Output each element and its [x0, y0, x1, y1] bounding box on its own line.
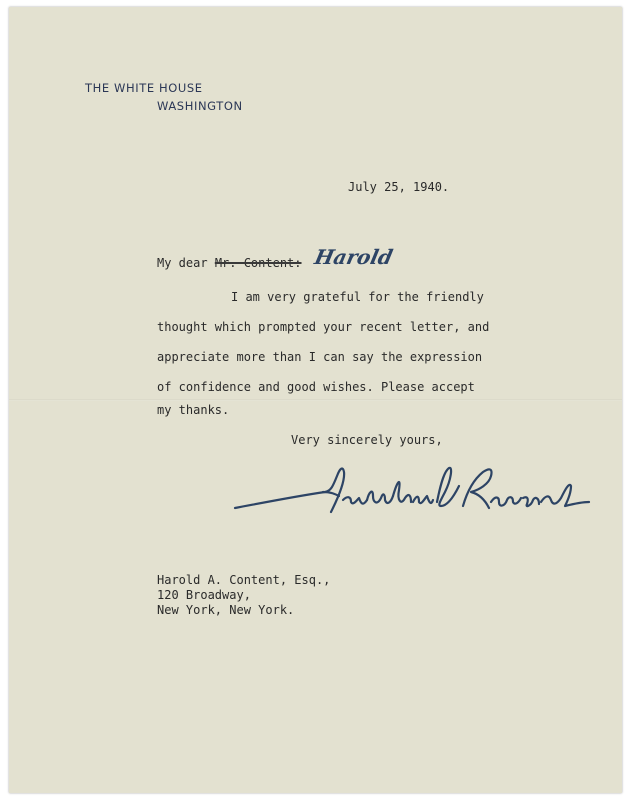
letter-sheet — [9, 7, 622, 793]
body-line-5: my thanks. — [157, 403, 230, 417]
letterhead-line-2: WASHINGTON — [157, 99, 243, 113]
salutation-struck-name: Mr. Content: — [214, 256, 302, 270]
salutation-prefix: My dear — [157, 256, 208, 270]
body-line-2: thought which prompted your recent letter, and — [157, 320, 490, 334]
handwritten-salutation-name: Harold — [312, 245, 395, 269]
closing: Very sincerely yours, — [291, 433, 443, 447]
signature-text: Franklin D. Roosevelt — [235, 531, 253, 533]
salutation — [157, 256, 302, 270]
letter-date: July 25, 1940. — [348, 180, 450, 194]
address-line-3: New York, New York. — [157, 603, 295, 617]
letterhead-line-1: THE WHITE HOUSE — [85, 81, 203, 95]
signature-image — [227, 462, 597, 534]
body-line-3: appreciate more than I can say the expression — [157, 350, 483, 364]
body-line-1: I am very grateful for the friendly — [231, 290, 484, 304]
body-line-4: of confidence and good wishes. Please accept — [157, 380, 475, 394]
address-line-1: Harold A. Content, Esq., — [157, 573, 331, 587]
address-line-2: 120 Broadway, — [157, 588, 251, 602]
paper-fold — [9, 399, 622, 401]
